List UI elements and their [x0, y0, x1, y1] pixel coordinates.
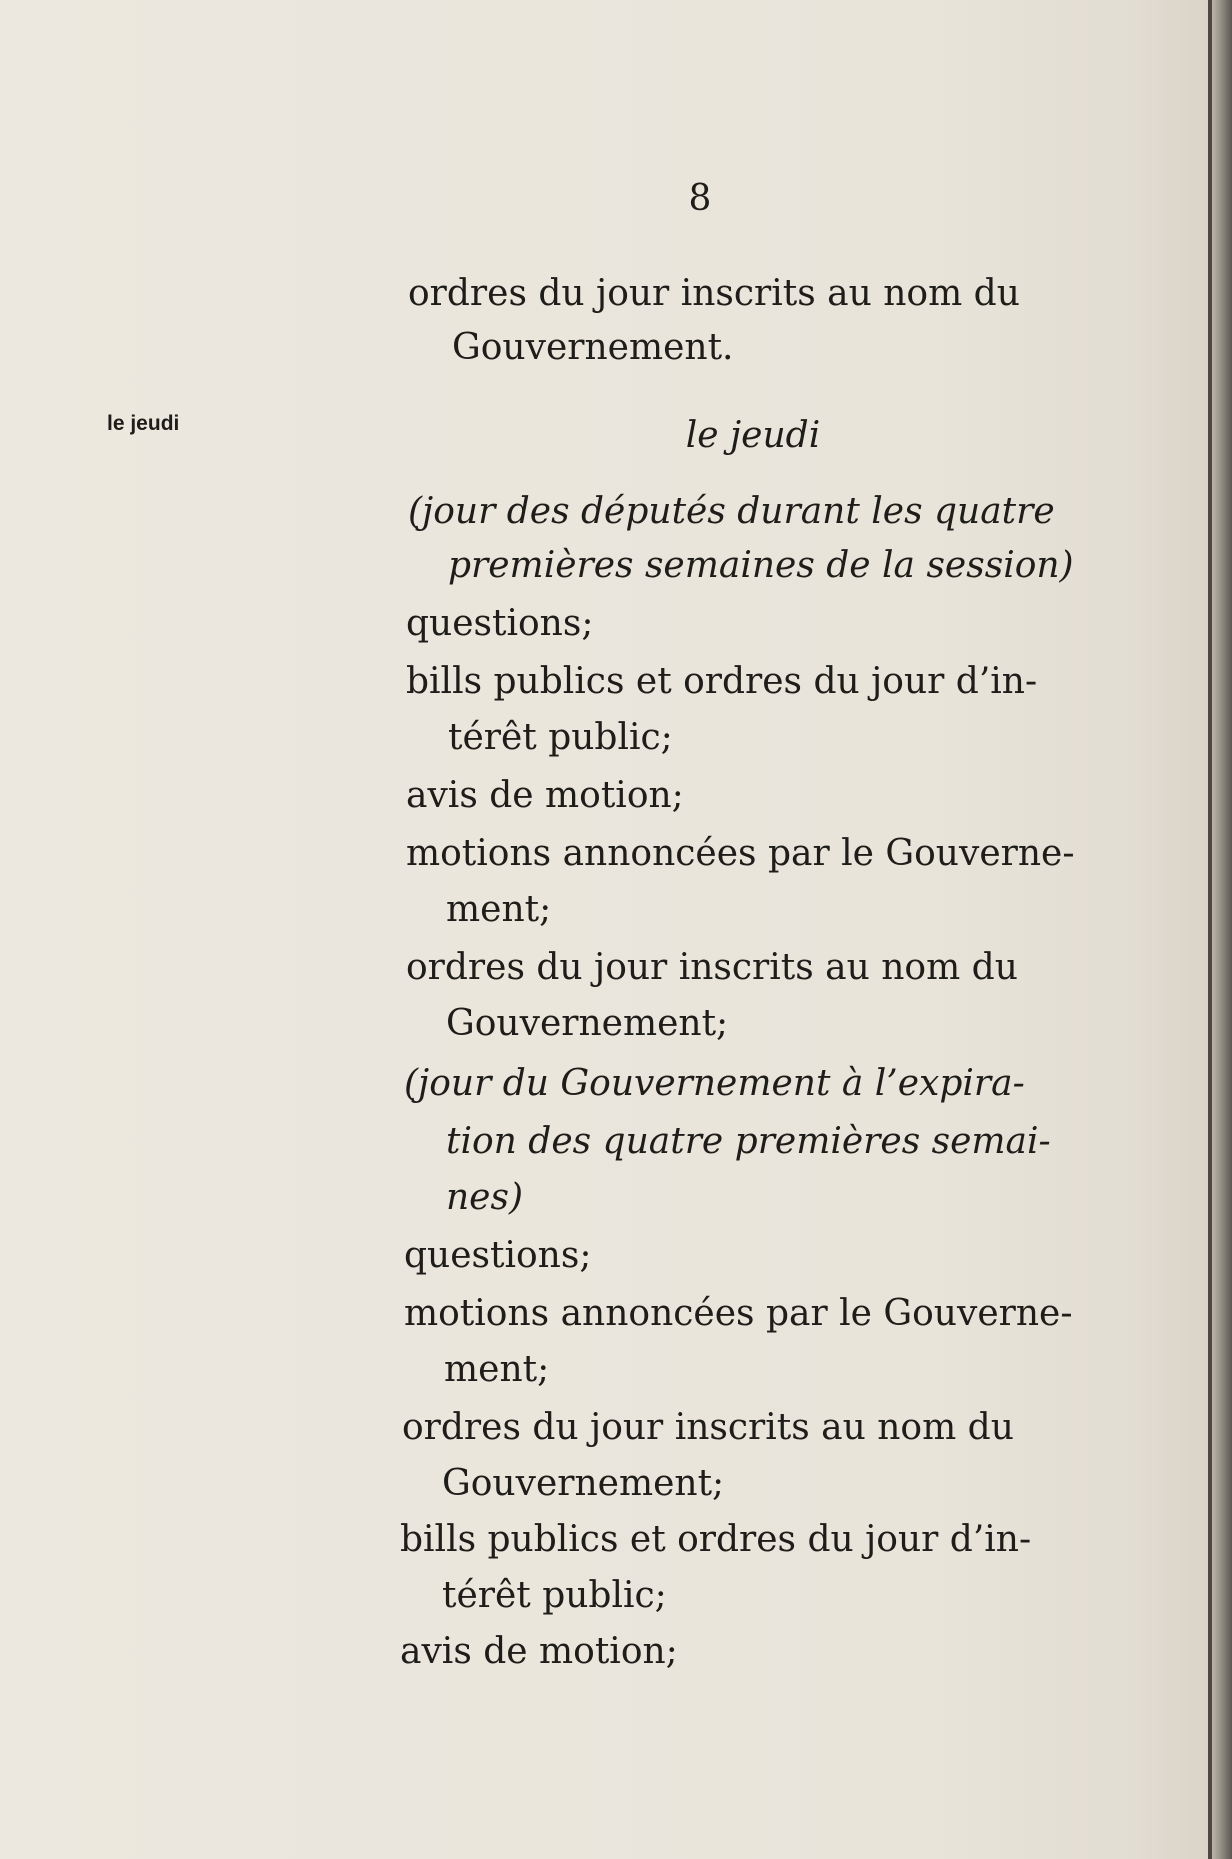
text-line: questions; [404, 1235, 592, 1276]
text-line: Gouvernement; [442, 1463, 725, 1504]
text-line: premières semaines de la session) [448, 545, 1074, 586]
text-line: nes) [446, 1177, 524, 1218]
text-line: ordres du jour inscrits au nom du [402, 1407, 1014, 1448]
text-line: questions; [406, 603, 594, 644]
text-line: (jour du Gouvernement à l’expira- [404, 1063, 1025, 1104]
text-line: térêt public; [448, 717, 673, 758]
margin-note: le jeudi [107, 412, 180, 435]
text-line: ordres du jour inscrits au nom du [406, 947, 1018, 988]
text-line: térêt public; [442, 1575, 667, 1616]
text-line: avis de motion; [406, 775, 684, 816]
text-line: avis de motion; [400, 1631, 678, 1672]
text-line: bills publics et ordres du jour d’in- [400, 1519, 1032, 1560]
text-line: (jour des députés durant les quatre [408, 491, 1055, 532]
text-line: ment; [444, 1349, 550, 1390]
text-line: Gouvernement. [452, 327, 734, 368]
section-heading: le jeudi [685, 415, 821, 456]
text-line: motions annoncées par le Gouverne- [404, 1293, 1073, 1334]
text-line: motions annoncées par le Gouverne- [406, 833, 1075, 874]
text-line: ment; [446, 889, 552, 930]
text-line: tion des quatre premières semai- [446, 1121, 1051, 1162]
text-line: ordres du jour inscrits au nom du [408, 273, 1020, 314]
book-spine-edge [1208, 0, 1212, 1859]
text-line: bills publics et ordres du jour d’in- [406, 661, 1038, 702]
text-line: Gouvernement; [446, 1003, 729, 1044]
page-number: 8 [688, 178, 712, 219]
